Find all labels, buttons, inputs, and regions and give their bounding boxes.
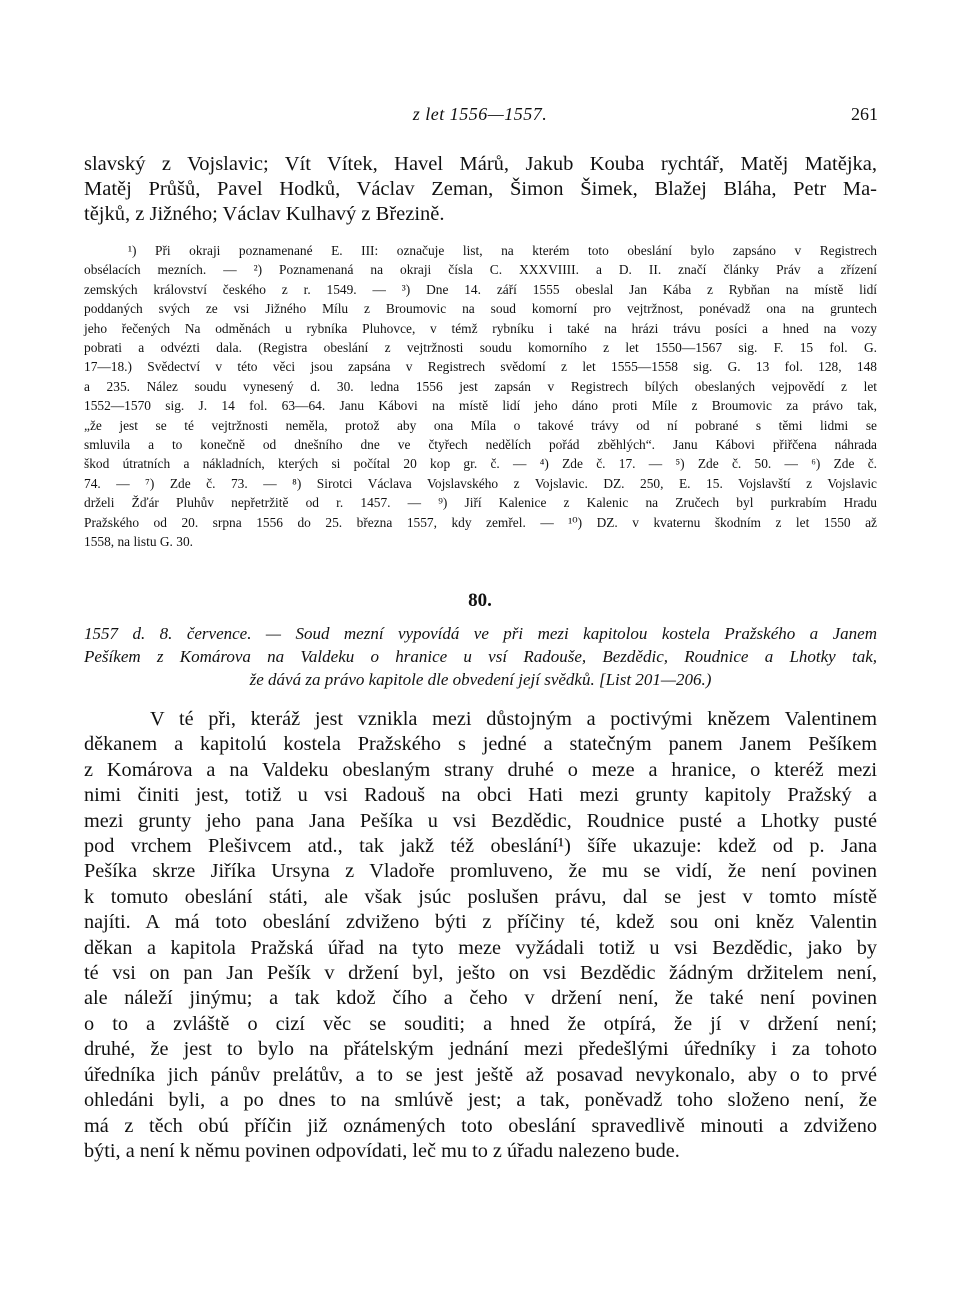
main-line: z Komárova a na Valdeku obeslaným strany druhé o meze a hranice, o kteréž mezi	[84, 758, 877, 781]
section-number: 80.	[468, 590, 492, 611]
footnote-line: 1558, na listu G. 30.	[84, 534, 193, 550]
main-line: má z těch obú příčin již oznámených toto obeslání spravedlivě minouti a zdviženo	[84, 1114, 877, 1137]
main-text	[84, 707, 877, 1164]
main-line: nimi činiti jest, totiž u vsi Radouš na obci Hati mezi grunty kapitoly Pražský a	[84, 784, 877, 807]
regest	[84, 622, 877, 691]
footnote-line: Pražského od 20. srpna 1556 do 25. března 1557, kdy zemřel. — ¹⁰) DZ. v kvaternu škodním z let 1550 až	[84, 514, 877, 530]
footnote-line: smluvila a to konečně od dnešního dne ve čtyřech nedělích pořád zběhlých“. Janu Kábovi přiřčena náhrada	[84, 437, 877, 453]
intro-line: Matěj Průšů, Pavel Hodků, Václav Zeman, Šimon Šimek, Blažej Bláha, Petr Ma-	[84, 178, 877, 200]
footnote-line: obsélacích mezních. — ²) Poznamenaná na okraji čísla C. XXXVIIII. a D. II. značí články Práv a zřízení	[84, 262, 877, 278]
main-line: ale náleží jinýmu; a tak kdož čího a čeho v držení není, že také není povinen	[84, 987, 877, 1010]
main-line: té vsi on pan Jan Pešík v držení byl, ješto on vsi Bezdědic žádným držitelem není,	[84, 962, 877, 985]
main-line: k tomuto obeslání státi, ale však jsúc poslušen právu, dal se jest v tomto místě	[84, 885, 877, 908]
regest-line: Pešíkem z Komárova na Valdeku o hranice u vsí Radouše, Bezdědic, Roudnice a Lhotky tak,	[84, 647, 877, 666]
main-line: o to a zvláště o cizí věc se souditi; a hned že otpírá, že jí v držení není;	[84, 1012, 877, 1035]
intro-paragraph	[84, 152, 877, 227]
footnote-line: „že jest se té vejtržnosti neměla, protož aby ona Míla o takové trávy od ní pobrané s těmi lidmi se	[84, 417, 877, 433]
footnote-line: pobrati a odvézti dala. (Registra obeslání z vejtržnosti soudu komorního z let 1550—1567 sig. F. 15 fol. G.	[84, 340, 877, 356]
footnote-line: jeho řečených Na odměnách u rybníka Pluhovce, v témž rybníku i také na hrázi trávu posíci a hned na vozy	[84, 320, 877, 336]
regest-line: 1557 d. 8. července. — Soud mezní vypovídá ve při mezi kapitolou kostela Pražského a Janem	[84, 624, 877, 643]
main-line: děkanem a kapitolú kostela Pražského s jedné a statečným panem Janem Pešíkem	[84, 733, 877, 756]
footnote-line: a 235. Nález soudu vynesený d. 30. ledna 1556 jest zapsán v Registrech bílých obeslaných vejpovědí z let	[84, 378, 877, 394]
page-number: 261	[851, 104, 878, 124]
main-line: býti, a není k němu povinen odpovídati, leč mu to z úřadu nalezeno bude.	[84, 1139, 680, 1162]
main-line: V té při, kteráž jest vznikla mezi důstojným a poctivými knězem Valentinem	[150, 708, 877, 730]
footnote-line: 17—18.) Svědectví v této věci jsou zapsána v Registrech svědomí z let 1555—1558 sig. G. 13 fol. 128, 148	[84, 359, 877, 375]
main-line: úředníka jich pánův prelátův, a to se jest ještě až posavad nevykonalo, aby o to prvé	[84, 1063, 877, 1086]
footnote-line: 74. — ⁷) Zde č. 73. — ⁸) Sirotci Václava Vojslavského z Vojslavic. DZ. 250, E. 15. Vojslavští z Vojslavic	[84, 475, 877, 491]
main-line: děkan a kapitola Pražská úřad na tyto meze vyžádali totiž u vsi Bezdědic, jako by	[84, 936, 877, 959]
main-line: mezi grunty jeho pana Jana Pešíka u vsi Bezdědic, Roudnice pusté a Lhotky pusté	[84, 809, 877, 832]
footnote-line: škod útratních a nákladních, kterých si počítal 20 kop gr. č. — ⁴) Zde č. 17. — ⁵) Zde č. 50. — ⁶) Zde č.	[84, 456, 877, 472]
main-line: Pešíka skrze Jiříka Ursyna z Vladoře promluveno, že mu se vidí, že není povinen	[84, 860, 877, 883]
footnote-line: zemských království českého z r. 1549. — ³) Dne 14. září 1555 obeslal Jan Kába z Rybňan na místě lidí	[84, 281, 877, 297]
footnote-line: 1552—1570 sig. J. 14 fol. 63—64. Janu Kábovi na místě lidí jeho dáno proti Míle z Broumovic za právo tak,	[84, 398, 877, 414]
main-line: pod vrchem Plešivcem atd., tak jakž též obeslání¹) šíře ukazuje: kdež od p. Jana	[84, 835, 877, 858]
main-line: ohledáni byli, a po dnes to na smlúvě jest; a tak, poněvadž toho složeno není, že	[84, 1089, 877, 1112]
running-title: z let 1556—1557.	[412, 104, 548, 124]
intro-line: slavský z Vojslavic; Vít Vítek, Havel Márů, Jakub Kouba rychtář, Matěj Matějka,	[84, 153, 877, 175]
footnote-line: poddaných svých ze vsi Jižného Mílu z Broumovic na soud komorní pro vejtržnost, ponévadž ona na gruntech	[84, 301, 877, 317]
intro-line: tějků, z Jižného; Václav Kulhavý z Březině.	[84, 203, 445, 225]
main-line: najíti. A má toto obeslání zdviženo býti z příčiny té, kdež sou oni kněz Valentin	[84, 911, 877, 934]
footnotes	[84, 241, 877, 552]
footnote-line: ¹) Při okraji poznamenané E. III: označuje list, na kterém toto obeslání bylo zapsáno v Registrech	[128, 243, 877, 258]
footnote-line: drželi Žďár Pluhův nepřetržitě od r. 1457. — ⁹) Jiří Kalenice z Kalenic na Zručech byl purkrabím Hradu	[84, 495, 877, 511]
main-line: druhé, že jest to bylo na přátelským jednání mezi předešlými úředníky i za tohoto	[84, 1038, 877, 1061]
regest-line: že dává za právo kapitole dle obvedení její svědků. [List 201—206.)	[249, 670, 712, 689]
